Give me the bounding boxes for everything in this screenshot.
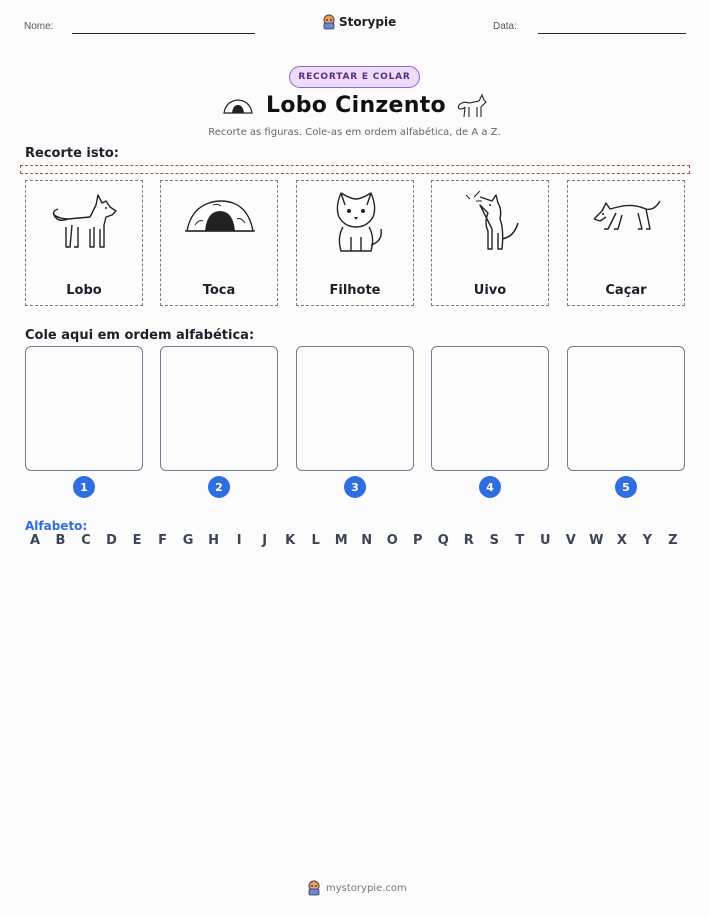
alphabet-row: [25, 533, 683, 548]
alphabet-letter: L: [311, 533, 320, 548]
alphabet-letter: W: [589, 533, 604, 548]
name-label: Nome:: [24, 21, 54, 32]
cut-section-label: Recorte isto:: [25, 146, 119, 161]
paste-box-3[interactable]: [296, 346, 414, 471]
page-title: Lobo Cinzento: [266, 93, 446, 118]
activity-badge: RECORTAR E COLAR: [289, 66, 420, 88]
cut-card-label: Filhote: [329, 283, 381, 298]
order-number: 3: [344, 476, 366, 498]
paste-box-5[interactable]: [567, 346, 685, 471]
date-line: [538, 33, 686, 34]
paste-box-1[interactable]: [25, 346, 143, 471]
alphabet-letter: X: [616, 533, 627, 548]
cut-card-label: Uivo: [473, 283, 507, 298]
howling-wolf-icon: [456, 189, 526, 255]
cut-card-cacar[interactable]: [567, 180, 685, 306]
alphabet-letter: J: [262, 533, 268, 548]
alphabet-label: Alfabeto:: [25, 519, 88, 533]
order-number: 4: [479, 476, 501, 498]
storypie-logo-icon: [307, 880, 321, 896]
alphabet-letter: M: [334, 533, 348, 548]
cut-card-lobo[interactable]: [25, 180, 143, 306]
footer-url[interactable]: mystorypie.com: [326, 882, 407, 894]
brand-logo: [322, 14, 396, 30]
instructions-text: Recorte as figuras. Cole-as em ordem alfabética, de A a Z.: [208, 127, 501, 138]
alphabet-letter: Z: [668, 533, 678, 548]
alphabet-letter: S: [489, 533, 499, 548]
alphabet-letter: G: [182, 533, 194, 548]
alphabet-letter: K: [285, 533, 296, 548]
paste-box-2[interactable]: [160, 346, 278, 471]
alphabet-letter: A: [29, 533, 41, 548]
paste-section-label: Cole aqui em ordem alfabética:: [25, 328, 255, 343]
alphabet-letter: O: [386, 533, 398, 548]
cut-card-label: Caçar: [605, 283, 647, 298]
cut-card-filhote[interactable]: [296, 180, 414, 306]
cut-card-toca[interactable]: [160, 180, 278, 306]
alphabet-letter: V: [565, 533, 576, 548]
order-number: 1: [73, 476, 95, 498]
hunting-wolf-icon: [592, 189, 662, 255]
standing-wolf-icon: [50, 189, 120, 255]
alphabet-letter: B: [55, 533, 66, 548]
footer: [307, 880, 407, 896]
alphabet-letter: R: [463, 533, 474, 548]
alphabet-letter: P: [412, 533, 423, 548]
cut-line: [20, 165, 690, 174]
cut-card-label: Toca: [202, 283, 236, 298]
cut-card-uivo[interactable]: [431, 180, 549, 306]
alphabet-letter: U: [540, 533, 551, 548]
alphabet-letter: I: [236, 533, 242, 548]
wolf-icon: [455, 91, 487, 121]
paste-box-4[interactable]: [431, 346, 549, 471]
date-label: Data:: [493, 21, 517, 32]
storypie-logo-icon: [322, 14, 336, 30]
alphabet-letter: H: [208, 533, 220, 548]
order-number: 5: [615, 476, 637, 498]
alphabet-letter: C: [81, 533, 91, 548]
alphabet-letter: N: [361, 533, 373, 548]
wolf-pup-icon: [321, 189, 391, 255]
den-icon: [185, 189, 255, 255]
alphabet-letter: D: [106, 533, 117, 548]
den-icon: [222, 97, 254, 115]
alphabet-letter: T: [515, 533, 525, 548]
alphabet-letter: Q: [437, 533, 449, 548]
brand-name: Storypie: [339, 15, 397, 29]
cut-card-label: Lobo: [66, 283, 102, 298]
alphabet-letter: E: [132, 533, 142, 548]
alphabet-letter: Y: [642, 533, 653, 548]
name-line: [72, 33, 255, 34]
order-number: 2: [208, 476, 230, 498]
alphabet-letter: F: [158, 533, 168, 548]
